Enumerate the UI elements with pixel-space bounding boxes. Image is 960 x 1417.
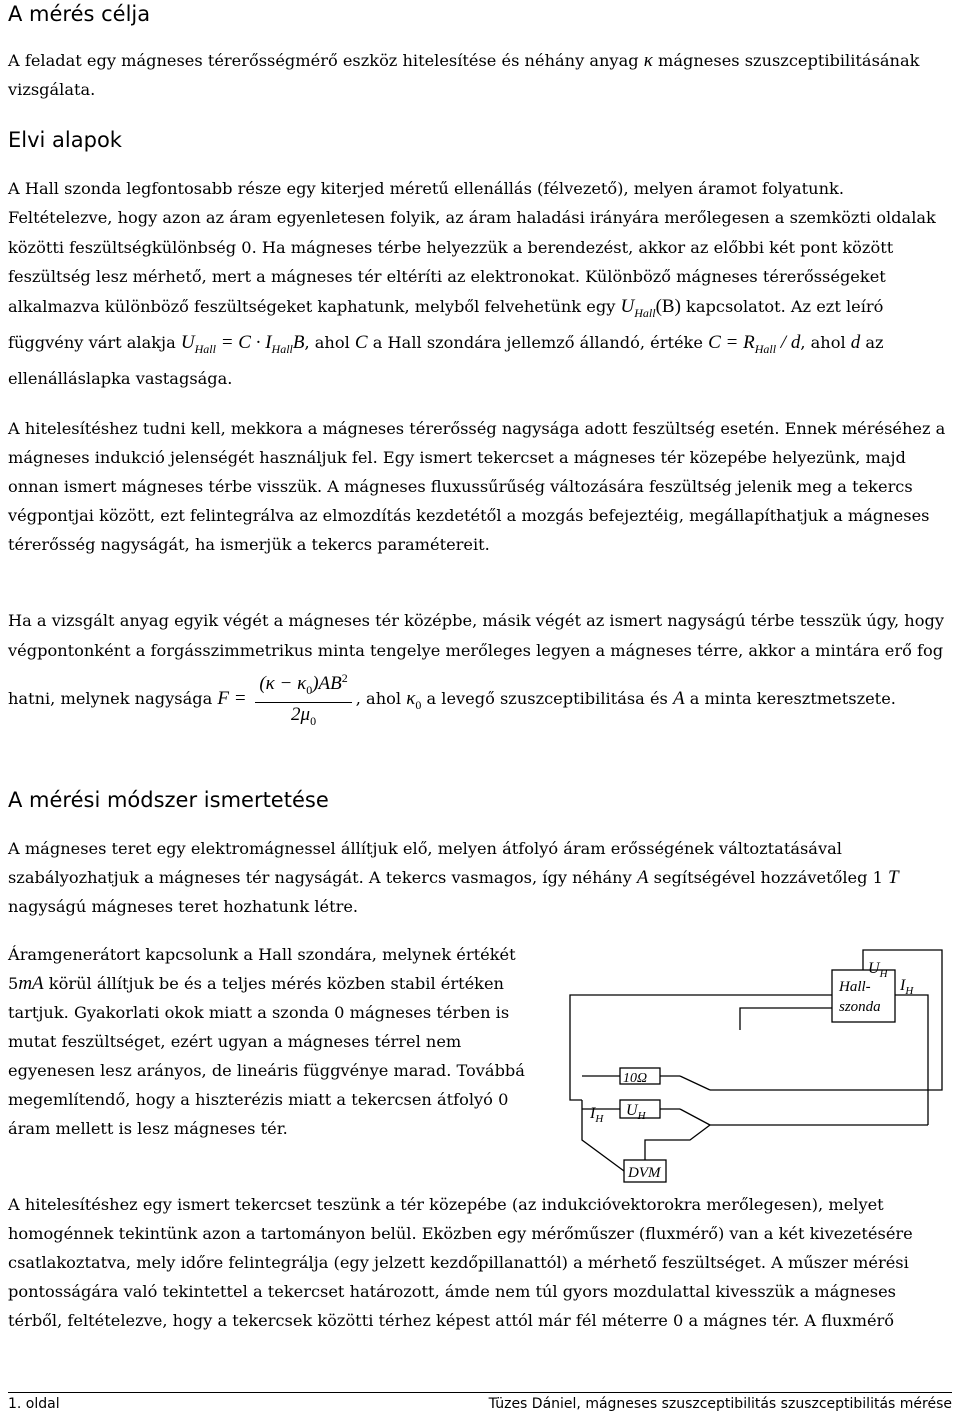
- footer-page-number: 1. oldal: [8, 1396, 60, 1412]
- label-10ohm: 10Ω: [623, 1071, 648, 1086]
- label-uh-top: $U_H$: [868, 960, 888, 980]
- heading-meres-celja: A mérés célja: [8, 2, 151, 26]
- footer-divider: [8, 1392, 952, 1393]
- paragraph-current-generator: Áramgenerátort kapcsolunk a Hall szondára, melynek értékét 5mA körül állítjuk be és a teljes mérés közben stabil értéken tartjuk. Gyakorlati okok miatt a szonda 0 mágneses térben is mutat feszültséget, ezért ugyan a mágneses térrel nem egyenesen lesz arányos, de lineáris függvénye marad. Továbbá megemlítendő, hogy a hiszterézis miatt a tekercsen átfolyó 0 áram mellett is lesz mágneses tér.: [8, 945, 525, 1138]
- paragraph-calibration: A hitelesítéshez tudni kell, mekkora a mágneses térerősség nagysága adott feszültség esetén. Ennek méréséhez a mágneses indukció jelenségét használjuk fel. Egy ismert tekercset a mágneses tér közepébe helyezünk, majd onnan ismert mágneses térbe visszük. A mágneses fluxussűrűség változására feszültség jelenik meg a tekercs végpontjai között, ezt felintegrálva az elmozdítás kezdetétől a mozgás befejeztéig, megállapíthatjuk a mágneses térerősség nagyságát, ha ismerjük a tekercs paramétereit.: [8, 419, 946, 554]
- heading-meresi-modszer: A mérési módszer ismertetése: [8, 788, 329, 812]
- heading-elvi-alapok: Elvi alapok: [8, 128, 122, 152]
- wire-left: [570, 995, 832, 1100]
- paragraph-fluxmeter: A hitelesítéshez egy ismert tekercset teszünk a tér közepébe (az indukcióvektorokra merőlegesen), melyet homogénnek tekintünk azon a tartományon belül. Eközben egy mérőműszer (fluxmérő) van a két kivezetésére csatlakoztatva, mely időre felintegrálja (egy jelzett kezdőpillanattól) a mérhető feszültséget. A műszer mérési pontosságára való tekintettel a tekercset határozott, ámde nem túl gyors mozdulattal kivesszük a mágneses térből, feltételezve, hogy a tekercsek közötti térhez képest attól már fél méterre 0 a mágnes tér. A fluxmérő: [8, 1195, 913, 1330]
- circuit-diagram: [560, 940, 955, 1190]
- label-ih-left: $I_H$: [590, 1105, 604, 1125]
- wire-ih-right: [895, 995, 928, 1080]
- label-ih-right: $I_H$: [900, 977, 914, 997]
- label-szonda: szonda: [839, 999, 881, 1015]
- label-dvm: DVM: [628, 1165, 661, 1181]
- paragraph-goal: A feladat egy mágneses térerősségmérő eszköz hitelesítése és néhány anyag κ mágneses szuszceptibilitásának vizsgálata.: [8, 50, 920, 99]
- force-fraction: $\frac{(\kappa - \kappa_0)AB^2}{2\mu_0}$: [255, 666, 351, 733]
- paragraph-electromagnet: A mágneses teret egy elektromágnessel állítjuk elő, melyen átfolyó áram erősségének változtatásával szabályozhatjuk a mágneses tér nagyságát. A tekercs vasmagos, így néhány A segítségével hozzávetőleg 1 T nagyságú mágneses teret hozhatunk létre.: [8, 839, 899, 916]
- label-uh-mid: $U_H$: [626, 1102, 646, 1122]
- label-hall: Hall-: [839, 979, 871, 995]
- paragraph-hall-principle: A Hall szonda legfontosabb része egy kiterjed méretű ellenállás (félvezető), melyen áramot folyatunk. Feltételezve, hogy azon az áram egyenletesen folyik, az áram haladási irányára merőlegesen a szemközti oldalak közötti feszültségkülönbség 0. Ha mágneses térbe helyezzük a berendezést, akkor az előbbi két pont között feszültség lesz mérhető, mert a mágneses tér eltéríti az elektronokat. Különböző mágneses térerősségeket alkalmazva különböző feszültségeket kaphatunk, melyből felvehetünk egy $U_{Hall}(B)$ kapcsolatot. Az ezt leíró függvény várt alakja $U_{Hall} = C \cdot I_{Hall}B$, ahol C a Hall szondára jellemző állandó, értéke $C = R_{Hall} / d$, ahol d az ellenálláslapka vastagsága.: [8, 179, 936, 389]
- footer-author-title: Tüzes Dániel, mágneses szuszceptibilitás szuszceptibilitás mérése: [488, 1396, 952, 1412]
- paragraph-force: Ha a vizsgált anyag egyik végét a mágneses tér középbe, másik végét az ismert nagyságú térbe tesszük úgy, hogy végpontonként a forgásszimmetrikus minta tengelye merőleges legyen a mágneses térre, akkor a mintára erő fog hatni, melynek nagysága F = $\frac{(\kappa - \kappa_0)AB^2}{2\mu_0}$ , ahol $\kappa_0$ a levegő szuszceptibilitása és A a minta keresztmetszete.: [8, 606, 952, 733]
